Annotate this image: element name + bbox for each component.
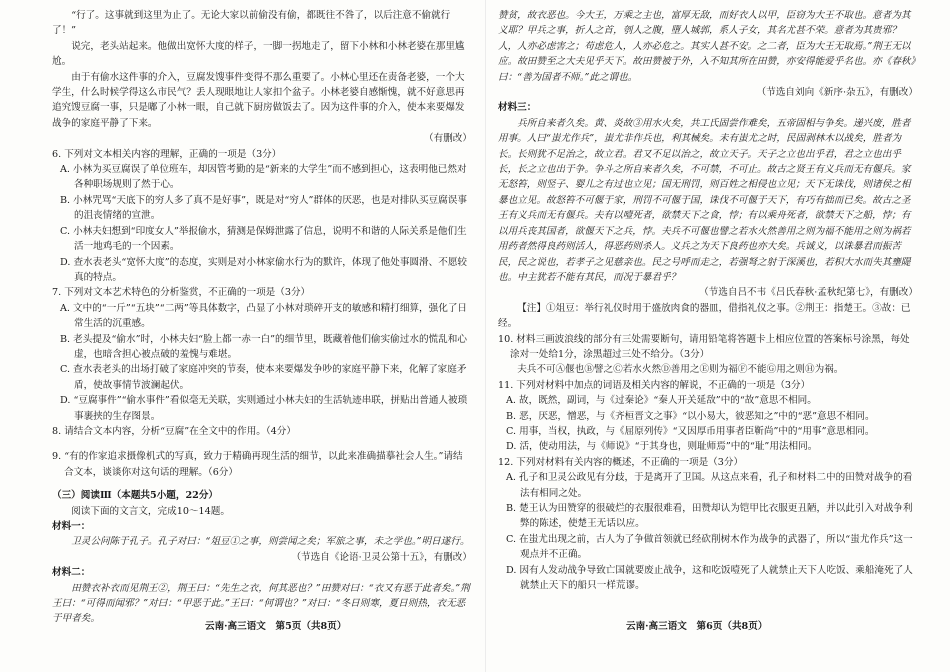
option-11a: A. 故，既然，副词，与《过秦论》“秦人开关延敌”中的“故”意思不相同。 [506,395,817,407]
material-2-source: （节选自刘向《新序·杂五》，有删改） [756,87,918,99]
option-7c: C. 查水表老头的出场打破了家庭冲突的节奏，使本来要爆发争吵的家庭平静下来，化解了家庭矛盾，使故事情节波澜起伏。 [60,364,467,391]
left-page-footer: 云南·高三语文 第5页（共8页） [205,621,347,632]
option-12c: C. 在蚩尤出现之前，古人为了争做首领就已经砍削树木作为战争的武器了，所以“蚩尤作兵”这一观点并不正确。 [506,533,913,561]
question-7: 7. 下列对文本艺术特色的分析鉴赏，不正确的一项是（3分） [52,287,311,299]
page-fold-divider [485,0,486,672]
material-2-continued: 赞贫，故衣恶也。今大王，万乘之主也，富厚无敌，而好衣人以甲，臣窃为大王不取也。意者为其义耶？甲兵之事，折人之首，刳人之腹，墮人城郭，系人子女，其名尤甚不荣。意者为其贵邪？人，人亦必虑害之；苟虑危人，人亦必危之。其实人甚不安。之二者，臣为大王无取焉。”荆王无以应。故田赞至之大夫见乎天下。故田赞被于外，入不知其所在田赞，亦安得能爱乎名也。亦《春秋》曰：“善为国者不师。”此之谓也。 [498,10,916,83]
section-heading: （三）阅读Ⅲ（本题共5小题，22分） [52,490,219,502]
option-12d: D. 因有人发动战争导致亡国就要废止战争，这和吃饭噎死了人就禁止天下人吃饭、乘船淹死了人就禁止天下的船只一样荒谬。 [506,564,913,592]
right-page-footer: 云南·高三语文 第6页（共8页） [626,621,768,632]
material-1-text: 卫灵公问陈于孔子。孔子对曰：“俎豆①之事，则尝闻之矣；军旅之事，未之学也。”明日遂行。 [71,536,470,548]
question-10: 10. 材料三画波浪线的部分有三处需要断句，请用铅笔将答题卡上相应位置的答案标号涂黑，每处涂对一处给1分，涂黑超过三处不给分。（3分） [498,333,910,360]
story-paragraph: 由于有偷水这件事的介入，豆腐发馊事件变得不那么重要了。小林心里还在责备老婆，一个大学生，什么时候学得这么市民气？丢人现眼地让人家扣个盆子。小林老婆自感惭愧，就不好意思再追究馊豆腐一事，只是嘟了小林一眼，自己就下厨房做饭去了。因为这件事的介入，使本来要爆发战争的家庭平静了下来。 [52,71,465,129]
question-6: 6. 下列对文本相关内容的理解，正确的一项是（3分） [52,148,282,160]
story-paragraph: “行了。这事就到这里为止了。无论大家以前偷没有偷，都既往不咎了，以后注意不偷就行了！” [52,10,451,37]
option-6a: A. 小林为买豆腐误了单位班车，却因管考勤的是“新来的大学生”而不感到担心，这表明他已然对各种职场规则了然于心。 [60,164,467,191]
option-12a: A. 孔子和卫灵公政见有分歧，于是离开了卫国。从这点来看，孔子和材料二中的田赞对战争的看法有相同之处。 [506,472,913,499]
material-2-label: 材料二： [52,567,91,579]
option-11d: D. 活，使动用法，与《师说》“于其身也，则耻师焉”中的“耻”用法相同。 [506,441,818,453]
question-11: 11. 下列对材料中加点的词语及相关内容的解说，不正确的一项是（3分） [498,379,811,391]
material-3-label: 材料三： [498,102,537,114]
story-paragraph: 说完，老头站起来。他做出宽怀大度的样子，一脚一拐地走了，留下小林和小林老婆在那里尴尬。 [52,40,465,68]
option-7a: A. 文中的“一斤”“五块”“二两”等具体数字，凸显了小林对琐碎开支的敏感和精打细算，强化了日常生活的沉重感。 [60,302,468,330]
source-note: （有删改） [424,133,472,145]
option-6d: D. 查水表老头“宽怀大度”的态度，实则是对小林家偷水行为的默许，体现了他处事圆滑、不愿较真的特点。 [60,256,468,283]
question-10-sentence: 夫兵不可Ⓐ偃也Ⓑ譬之Ⓒ若水火然Ⓓ善用之Ⓔ则为福Ⓕ不能Ⓖ用之则Ⓗ为祸。 [517,364,844,376]
option-7b: B. 老头提及“偷水”时，小林夫妇“脸上都一赤一白”的细节里，既藏着他们偷实偷过水的慌乱和心虚，也暗含担心被点破的羞愧与难堪。 [60,333,467,360]
question-12: 12. 下列对材料有关内容的概述，不正确的一项是（3分） [498,456,744,468]
option-12b: B. 楚王认为田赞穿的很破烂的衣服很难看，田赞却认为铠甲比衣服更丑陋，并以此引入对战争利弊的陈述，使楚王无话以应。 [506,503,913,530]
option-6c: C. 小林夫妇想到“印度女人”举报偷水，猜测是保姆泄露了信息，说明不和谐的人际关系是他们生活一地鸡毛的一个因素。 [60,225,467,253]
material-1-label: 材料一： [52,521,91,532]
question-9: 9. “有的作家追求摄像机式的写真，致力于精确再现生活的细节，以此来准确描摹社会人生。”请结合文本，谈谈你对这句话的理解。（6分） [52,451,463,478]
material-2-text: 田赞衣补衣而见荆王②，荆王曰：“先生之衣，何其恶也？”田赞对曰：“衣又有恶于此者矣。”荆王曰：“可得而闻邪？”对曰：“甲恶于此。”王曰：“何谓也？”对曰：“冬日则寒，夏日则热，衣无恶于甲者矣。 [52,582,470,625]
option-7d: D. “豆腐事件”“偷水事件”看似毫无关联，实则通过小林夫妇的生活轨迹串联，拼贴出普通人被琐事裹挟的生存图景。 [60,395,468,422]
section-instruction: 阅读下面的文言文，完成10～14题。 [71,505,230,517]
option-6b: B. 小林咒骂“天底下的穷人多了真不是好事”，既是对“穷人”群体的厌恶，也是对排队买豆腐误事的沮丧情绪的宣泄。 [60,194,467,222]
option-11c: C. 用事，当权，执政，与《屈原列传》“又因厚币用事者臣靳尚”中的“用事”意思相同。 [506,425,875,437]
annotation-note: 【注】①俎豆：举行礼仪时用于盛放肉食的器皿，借指礼仪之事。②荆王：指楚王。③故：已经。 [498,302,911,330]
question-8: 8. 请结合文本内容，分析“豆腐”在全文中的作用。（4分） [52,425,296,437]
material-3-source: （节选自吕不韦《吕氏春秋·孟秋纪第七》，有删改） [699,287,918,299]
option-11b: B. 恶，厌恶，憎恶，与《齐桓晋文之事》“以小易大，彼恶知之”中的“恶”意思不相同。 [506,410,875,422]
left-page-column [52,8,472,627]
material-1-source: （节选自《论语·卫灵公第十五》，有删改） [291,551,472,563]
material-3-text: 兵所自来者久矣。黄、炎故③用水火矣，共工氏固尝作难矣，五帝固相与争矣。递兴废，胜者用事。人曰“蚩尤作兵”，蚩尤非作兵也，利其械矣。未有蚩尤之时，民固剥林木以战矣，胜者为长。长则犹不足治之，故立君。君又不足以治之，故立天子。天子之立也出乎君，君之立也出乎长，长之立也出于争。争斗之所自来者久矣，不可禁，不可止。故古之贤王有义兵而无有偃兵。家无怒笞，则竖子、婴儿之有过也立见；国无刑罚，则百姓之相侵也立见；天下无诛伐，则诸侯之相暴也立见。故怒笞不可偃于家，刑罚不可偃于国，诛伐不可偃于天下，有巧有拙而已矣。故古之圣王有义兵而无有偃兵。夫有以噎死者，欲禁天下之食，悖；有以乘舟死者，欲禁天下之船，悖；有以用兵丧其国者，欲偃天下之兵，悖。夫兵不可偃也譬之若水火然善用之则为福不能用之则为祸若用药者然得良药则活人，得恶药则杀人。义兵之为天下良药也亦大矣。兵诚义，以诛暴君而振苦民，民之说也，若孝子之见慈亲也。民之号呼而走之，若强弩之射于深溪也，若积大水而失其壅隄也。中主犹若不能有其民，而况于暴君乎？ [498,117,911,283]
right-page-column [498,8,918,593]
